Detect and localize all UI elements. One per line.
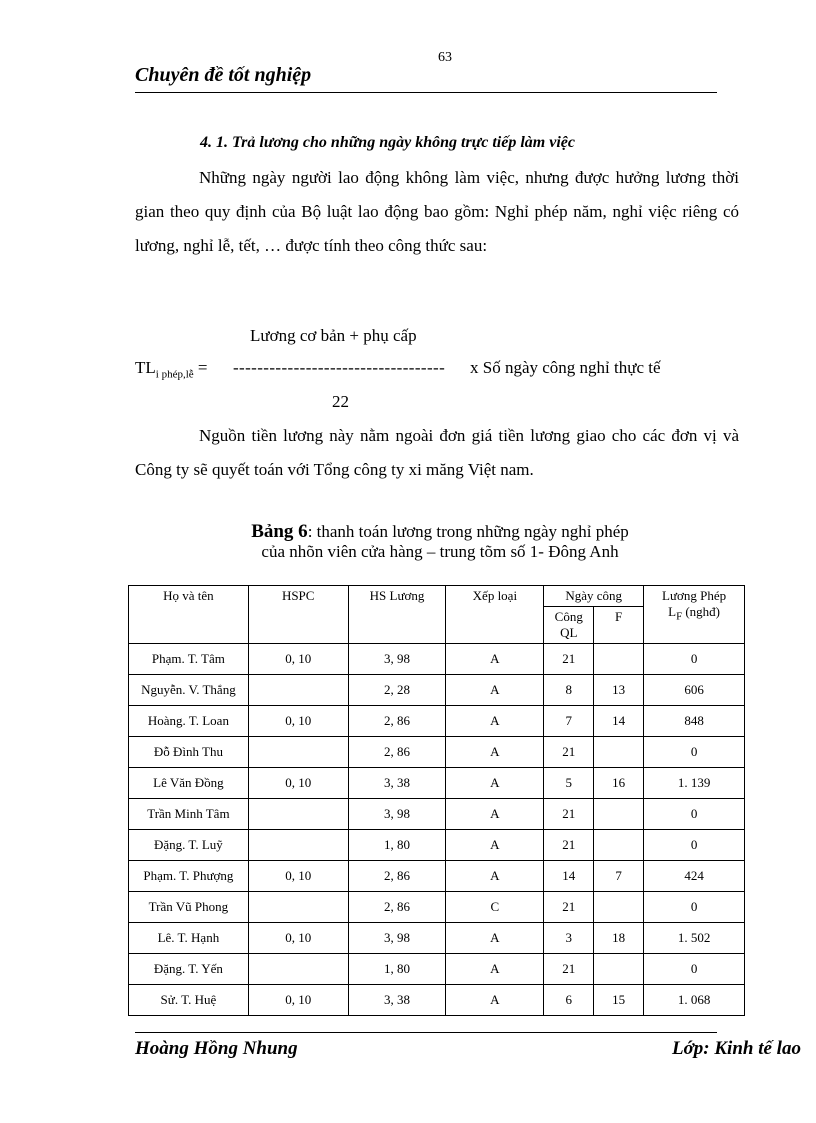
col-header-luong-phep-unit [646,604,742,625]
cell-hspc: 0, 10 [248,768,348,799]
cell-name: Trần Minh Tâm [129,799,249,830]
cell-cong-ql: 21 [544,737,594,768]
formula-lhs [135,358,208,380]
cell-xep-loai: A [446,706,544,737]
col-header-hs-luong: HS Lương [348,586,446,644]
table-row [129,737,745,768]
table-caption-line2: của nhõn viên cửa hàng – trung tõm số 1- Đông Anh [261,542,619,561]
cell-xep-loai: A [446,923,544,954]
payroll-table [128,585,745,1016]
col-header-cong-ql: Công QL [544,607,594,644]
table-caption-text: : thanh toán lương trong những ngày nghỉ phép [307,522,629,541]
cell-cong-ql: 8 [544,675,594,706]
formula-lhs-sub: i phép,lễ [155,368,194,381]
table-caption-line1 [0,522,816,542]
page-number: 63 [438,50,452,65]
cell-xep-loai: A [446,861,544,892]
lf-tail: (nghđ) [682,604,721,619]
paragraph-2 [135,419,739,487]
cell-name: Lê. T. Hạnh [129,923,249,954]
cell-cong-ql: 6 [544,985,594,1016]
lf-main: L [668,604,677,619]
table-row [129,954,745,985]
table-row [129,830,745,861]
formula-fraction-bar: ----------------------------------- [233,358,446,377]
cell-name: Phạm. T. Tâm [129,644,249,675]
cell-cong-ql: 21 [544,954,594,985]
cell-luong-phep: 0 [644,830,745,861]
formula-denominator: 22 [332,392,349,411]
cell-hs-luong: 3, 38 [348,985,446,1016]
table-row [129,768,745,799]
header-title: Chuyên đề tốt nghiệp [135,64,312,86]
cell-hs-luong: 2, 86 [348,737,446,768]
cell-f [594,799,644,830]
cell-luong-phep: 0 [644,892,745,923]
cell-hs-luong: 1, 80 [348,830,446,861]
footer-rule [135,1032,717,1033]
cell-luong-phep: 424 [644,861,745,892]
cell-hs-luong: 2, 28 [348,675,446,706]
paragraph-1-text: Những ngày người lao động không làm việc, nhưng được hưởng lương thời gian theo quy định của Bộ luật lao động bao gồm: Nghỉ phép năm, nghỉ việc riêng có lương, nghỉ lễ, tết, … được tính theo công thức sau: [135,168,739,255]
table-row [129,706,745,737]
cell-f: 18 [594,923,644,954]
cell-f: 15 [594,985,644,1016]
col-header-luong-phep-title: Lương Phép [662,588,727,603]
table-caption-label: Bảng 6 [251,521,308,542]
cell-luong-phep: 0 [644,954,745,985]
cell-hs-luong: 2, 86 [348,706,446,737]
cell-luong-phep: 1. 502 [644,923,745,954]
cell-xep-loai: A [446,985,544,1016]
cell-xep-loai: A [446,799,544,830]
col-header-xep-loai: Xếp loại [446,586,544,644]
cell-xep-loai: A [446,954,544,985]
cell-hspc: 0, 10 [248,923,348,954]
formula-rhs: x Số ngày công nghỉ thực tế [470,358,661,377]
cell-luong-phep: 1. 139 [644,768,745,799]
cell-luong-phep: 0 [644,737,745,768]
paragraph-2-text: Nguồn tiền lương này nằm ngoài đơn giá tiền lương giao cho các đơn vị và Công ty sẽ quyết toán với Tổng công ty xi măng Việt nam. [135,426,739,479]
cell-hspc: 0, 10 [248,706,348,737]
table-row [129,644,745,675]
paragraph-1 [135,161,739,263]
cell-xep-loai: A [446,830,544,861]
cell-cong-ql: 21 [544,644,594,675]
cell-name: Đỗ Đình Thu [129,737,249,768]
lf-sub: F [676,610,683,623]
cell-xep-loai: A [446,737,544,768]
cell-xep-loai: A [446,675,544,706]
cell-hs-luong: 2, 86 [348,861,446,892]
cell-name: Hoàng. T. Loan [129,706,249,737]
cell-hs-luong: 3, 98 [348,799,446,830]
table-row [129,985,745,1016]
cell-name: Phạm. T. Phượng [129,861,249,892]
cell-cong-ql: 14 [544,861,594,892]
cell-f: 16 [594,768,644,799]
table-row [129,675,745,706]
cell-cong-ql: 21 [544,799,594,830]
col-header-name: Họ và tên [129,586,249,644]
cell-f: 13 [594,675,644,706]
cell-luong-phep: 0 [644,644,745,675]
cell-hspc: 0, 10 [248,861,348,892]
cell-xep-loai: C [446,892,544,923]
cell-hspc: 0, 10 [248,644,348,675]
section-title: 4. 1. Trả lương cho những ngày không trực tiếp làm việc [200,134,575,151]
cell-luong-phep: 1. 068 [644,985,745,1016]
cell-name: Sử. T. Huệ [129,985,249,1016]
cell-cong-ql: 21 [544,830,594,861]
cell-xep-loai: A [446,644,544,675]
cell-luong-phep: 848 [644,706,745,737]
footer-class: Lớp: Kinh tế lao [672,1038,801,1059]
col-header-f: F [594,607,644,644]
cell-hs-luong: 3, 98 [348,923,446,954]
cell-hspc [248,830,348,861]
table-body [129,644,745,1016]
cell-f [594,954,644,985]
cell-name: Lê Văn Đồng [129,768,249,799]
cell-cong-ql: 3 [544,923,594,954]
cell-hs-luong: 3, 98 [348,644,446,675]
header-rule [135,92,717,93]
cell-name: Đặng. T. Yến [129,954,249,985]
cell-name: Đặng. T. Luỹ [129,830,249,861]
footer-author: Hoàng Hồng Nhung [135,1038,298,1059]
table-row [129,892,745,923]
col-header-hspc: HSPC [248,586,348,644]
cell-luong-phep: 0 [644,799,745,830]
cell-hspc [248,892,348,923]
cell-hspc: 0, 10 [248,985,348,1016]
table-row [129,861,745,892]
cell-cong-ql: 5 [544,768,594,799]
cell-xep-loai: A [446,768,544,799]
cell-luong-phep: 606 [644,675,745,706]
cell-f [594,892,644,923]
table-row [129,799,745,830]
table-caption [0,522,816,562]
formula-lhs-eq: = [193,358,208,377]
cell-hs-luong: 3, 38 [348,768,446,799]
table-row [129,923,745,954]
cell-hspc [248,675,348,706]
cell-hspc [248,954,348,985]
cell-hspc [248,799,348,830]
cell-f [594,737,644,768]
cell-hspc [248,737,348,768]
cell-cong-ql: 7 [544,706,594,737]
cell-f: 14 [594,706,644,737]
col-header-luong-phep [644,586,745,644]
cell-name: Trần Vũ Phong [129,892,249,923]
cell-hs-luong: 1, 80 [348,954,446,985]
formula-lhs-main: TL [135,358,156,377]
col-header-ngay-cong: Ngày công [544,586,644,607]
cell-cong-ql: 21 [544,892,594,923]
cell-f: 7 [594,861,644,892]
cell-f [594,830,644,861]
cell-hs-luong: 2, 86 [348,892,446,923]
formula-numerator: Lương cơ bản + phụ cấp [250,326,417,345]
cell-f [594,644,644,675]
cell-name: Nguyễn. V. Thắng [129,675,249,706]
